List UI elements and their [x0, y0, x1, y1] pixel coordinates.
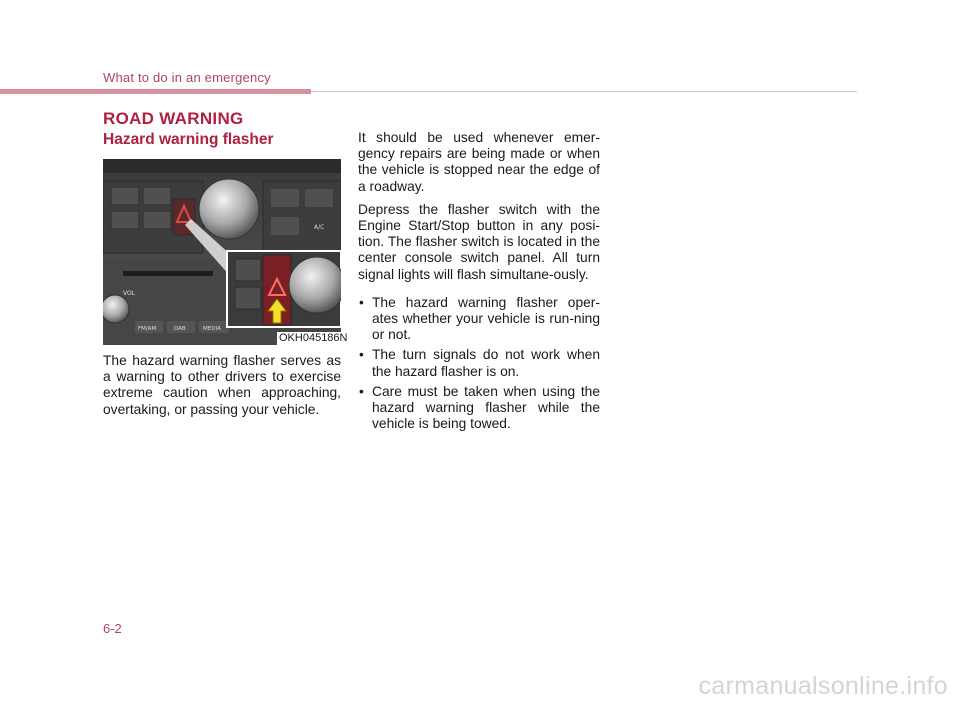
- bullet-icon: •: [359, 294, 364, 310]
- list-item-text: Care must be taken when using the hazard warning flasher while the vehicle is being towed.: [372, 383, 600, 432]
- paragraph-operation: Depress the flasher switch with the Engine Start/Stop button in any posi-tion. The flasher switch is located in the center console switch panel. All turn signal lights will flash simultane-ously.: [358, 201, 600, 282]
- intro-paragraph: The hazard warning flasher serves as a warning to other drivers to exercise extreme caution when approaching, overtaking, or passing your vehicle.: [103, 353, 341, 417]
- console-illustration: [103, 159, 341, 345]
- svg-text:MEDIA: MEDIA: [203, 326, 221, 332]
- header-accent-bar: [0, 89, 311, 94]
- watermark: carmanualsonline.info: [698, 672, 948, 700]
- bullet-icon: •: [359, 383, 364, 399]
- svg-text:DAB: DAB: [174, 326, 186, 332]
- svg-text:A/C: A/C: [314, 224, 325, 231]
- list-item-text: The hazard warning flasher oper-ates whether your vehicle is run-ning or not.: [372, 294, 600, 343]
- list-item: [358, 347, 600, 379]
- paragraph-usage: It should be used whenever emer-gency repairs are being made or when the vehicle is stopped near the edge of a roadway.: [358, 130, 600, 194]
- header-title: What to do in an emergency: [103, 70, 271, 85]
- svg-text:VOL: VOL: [123, 290, 136, 297]
- svg-text:FM/AM: FM/AM: [138, 326, 157, 332]
- hazard-switch-figure: [103, 159, 341, 345]
- list-item-text: The turn signals do not work when the hazard flasher is on.: [372, 347, 600, 379]
- instructions-column: [358, 130, 600, 436]
- figure-caption: OKH045186N: [279, 332, 348, 344]
- page-number: 6-2: [103, 621, 122, 636]
- list-item: [358, 295, 600, 344]
- notes-list: [358, 295, 600, 433]
- header-divider-line: [311, 91, 857, 92]
- section-title: ROAD WARNING: [103, 109, 244, 128]
- bullet-icon: •: [359, 347, 364, 363]
- subsection-title: Hazard warning flasher: [103, 131, 274, 148]
- list-item: [358, 384, 600, 433]
